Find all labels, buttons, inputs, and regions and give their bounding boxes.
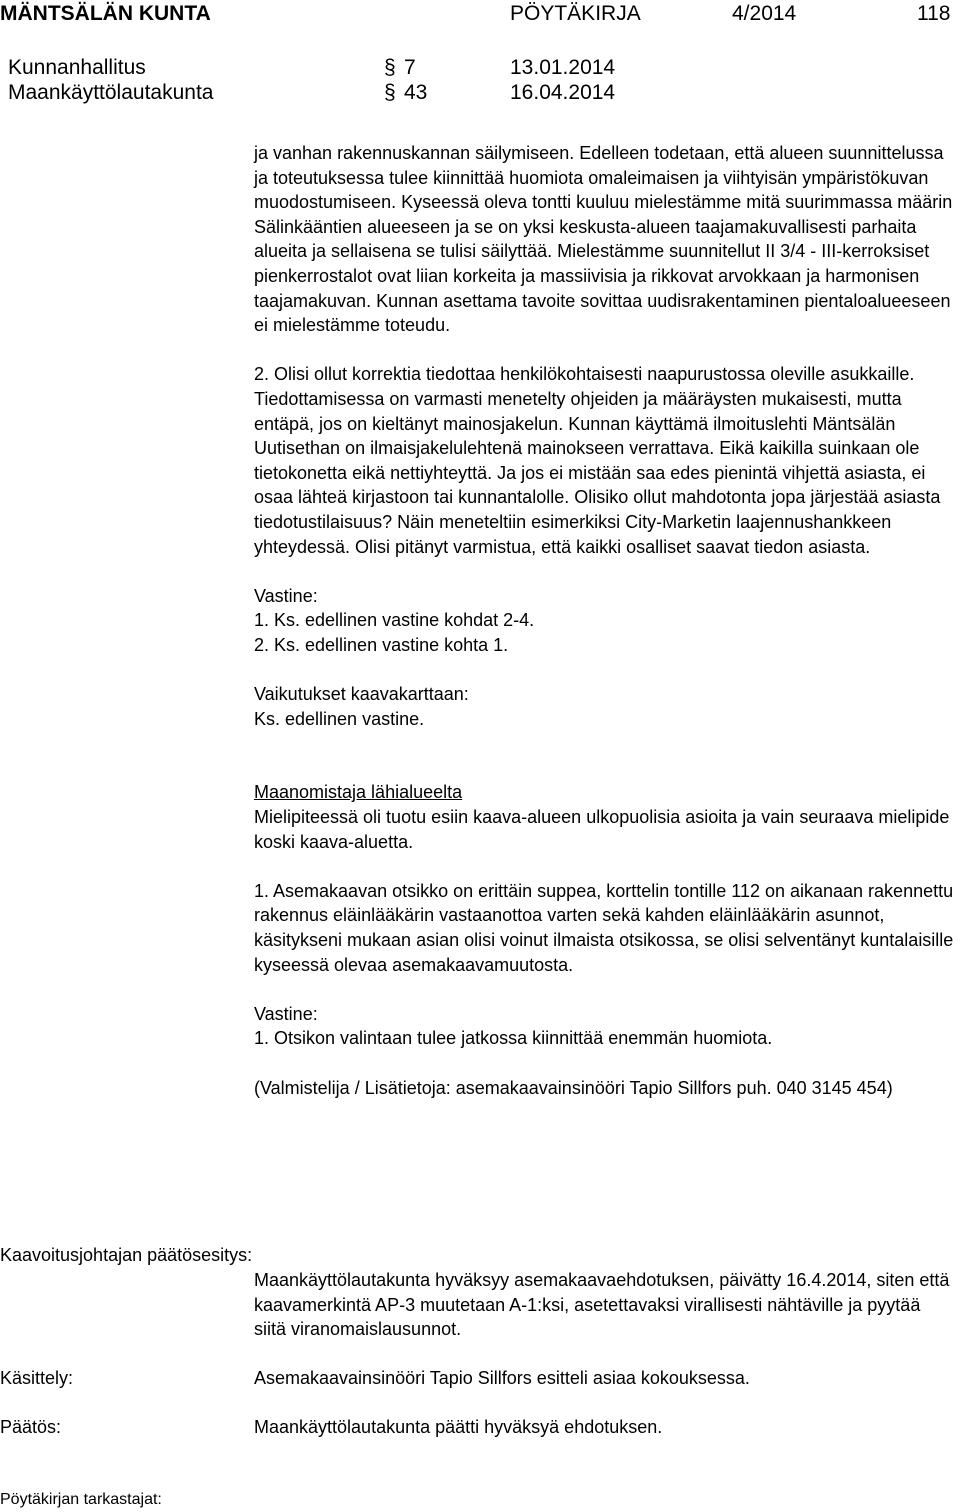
section-intro: Mielipiteessä oli tuotu esiin kaava-alueen ulkopuolisia asioita ja vain seuraava mielipide koski kaava-aluetta. (254, 807, 950, 852)
paragraph: ja vanhan rakennuskannan säilymiseen. Edelleen todetaan, että alueen suunnittelussa ja toteutuksessa tulee kiinnittää huomiota omaleimaisen ja viihtyisän ympäristökuvan muodostumiseen. Kyseessä oleva tontti kuuluu mielestämme mitä suurimmassa määrin Sälinkääntien alueeseen ja se on yksi keskusta-alueen taajamakuvallisesti parhaita alueita ja sellaisena se tulisi säilyttää. Mielestämme suunnitellut II 3/4 - III-kerroksiset pienkerrostalot ovat liian korkeita ja massiivisia ja rikkovat arvokkaan ja harmonisen taajamakuvan. Kunnan asettama tavoite sovittaa uudisrakentaminen pientaloalueeseen ei mielestämme toteudu. (254, 143, 953, 336)
doc-number: 4/2014 (732, 2, 797, 25)
page-number: 118 (917, 2, 951, 25)
meeting-body: Maankäyttölautakunta (8, 81, 214, 104)
meeting-body: Kunnanhallitus (8, 56, 146, 79)
preparer-note: (Valmistelija / Lisätietoja: asemakaavainsinööri Tapio Sillfors puh. 040 3145 454) (254, 1077, 893, 1098)
vastine-item: 2. Ks. edellinen vastine kohta 1. (254, 634, 509, 655)
section-mark-icon: § (384, 81, 396, 104)
section-number: 43 (404, 81, 428, 104)
vastine-label: Vastine: (254, 1003, 318, 1024)
proposal-label: Kaavoitusjohtajan päätösesitys: (0, 1245, 253, 1265)
vaikutukset-label: Vaikutukset kaavakarttaan: (254, 684, 469, 705)
org-name: MÄNTSÄLÄN KUNTA (0, 2, 211, 25)
vaikutukset-text: Ks. edellinen vastine. (254, 708, 425, 729)
meeting-date: 16.04.2014 (510, 81, 616, 104)
section-title: Maanomistaja lähialueelta (254, 782, 463, 803)
main-content (254, 141, 956, 1100)
vastine-label: Vastine: (254, 585, 318, 606)
meeting-date: 13.01.2014 (510, 56, 616, 79)
proposal-text: Maankäyttölautakunta hyväksyy asemakaavaehdotuksen, päivätty 16.4.2014, siten että kaavamerkintä AP-3 muutetaan A-1:ksi, asetettavaksi virallisesti nähtäville ja pyytää siitä viranomaislausunnot. (254, 1270, 950, 1340)
doc-type: PÖYTÄKIRJA (510, 2, 641, 25)
kasittely-text: Asemakaavainsinööri Tapio Sillfors esitteli asiaa kokouksessa. (254, 1368, 750, 1388)
kasittely-label: Käsittely: (0, 1368, 74, 1388)
paragraph: 2. Olisi ollut korrektia tiedottaa henkilökohtaisesti naapurustossa oleville asukkaille. Tiedottamisessa on varmasti menetelty ohjeiden ja määräysten mukaisesti, mutta entäpä, jos on kieltänyt mainosjakelun. Kunnan käyttämä ilmoituslehti Mäntsälän Uutisethan on ilmaisjakelulehtenä mainokseen verrattava. Eikä kaikilla suinkaan ole tietokonetta eikä nettiyhteyttä. Ja jos ei mistään saa edes pienintä vihjettä asiasta, ei osaa lähteä kirjastoon tai kunnantalolle. Olisiko ollut mahdotonta jopa järjestää asiasta tiedotustilaisuus? Näin meneteltiin esimerkiksi City-Marketin laajennushankkeen yhteydessä. Olisi pitänyt varmistua, että kaikki osalliset saavat tiedon asiasta. (254, 364, 941, 557)
footer-reviewers-label: Pöytäkirjan tarkastajat: (0, 1491, 162, 1508)
paatos-text: Maankäyttölautakunta päätti hyväksyä ehdotuksen. (254, 1417, 663, 1437)
section-number: 7 (404, 56, 416, 79)
vastine-item: 1. Ks. edellinen vastine kohdat 2-4. (254, 610, 535, 631)
paragraph: 1. Asemakaavan otsikko on erittäin suppea, korttelin tontille 112 on aikanaan rakennettu rakennus eläinlääkärin vastaanottoa varten sekä kahden eläinlääkärin asunnot, käsitykseni mukaan asian olisi voinut ilmaista otsikossa, se olisi selventänyt kuntalaisille kyseessä olevaa asemakaavamuutosta. (254, 880, 954, 975)
paatos-label: Päätös: (0, 1417, 62, 1437)
vastine-item: 1. Otsikon valintaan tulee jatkossa kiinnittää enemmän huomiota. (254, 1028, 773, 1049)
section-mark-icon: § (384, 56, 396, 79)
